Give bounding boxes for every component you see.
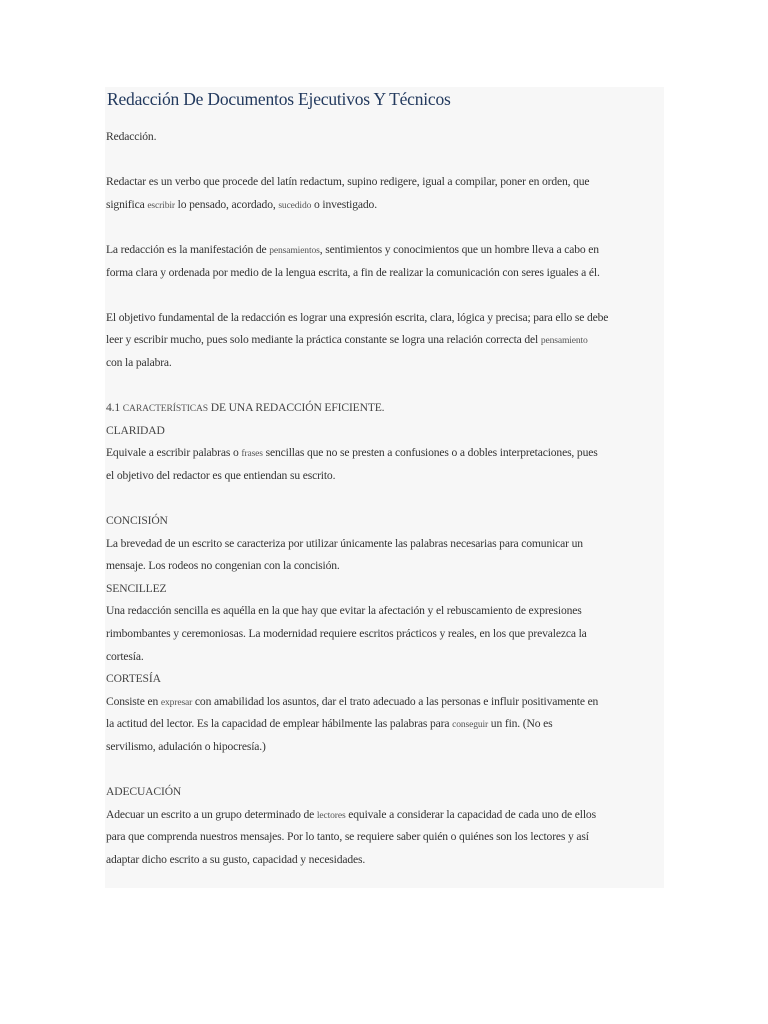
link-escribir[interactable]: escribir — [147, 199, 175, 211]
sencillez-heading: SENCILLEZ — [106, 581, 167, 595]
claridad-text-b: sencillas que no se presten a confusiones o a dobles interpretaciones, pues — [262, 446, 598, 460]
page-title: Redacción De Documentos Ejecutivos Y Técnicos — [107, 89, 451, 109]
adecuacion-text-b: equivale a considerar la capacidad de cada uno de ellos — [345, 807, 596, 821]
concision-heading: CONCISIÓN — [106, 514, 168, 528]
cortesia-text-a: Consiste en — [106, 694, 161, 708]
sencillez-line3: cortesía. — [106, 649, 144, 663]
p3-line3: con la palabra. — [106, 355, 172, 369]
claridad-line2: el objetivo del redactor es que entiendan su escrito. — [106, 468, 336, 482]
adecuacion-text-a: Adecuar un escrito a un grupo determinado de — [106, 807, 317, 821]
section-number: 4.1 — [106, 401, 123, 415]
link-caracteristicas[interactable]: CARACTERÍSTICAS — [122, 403, 208, 415]
p1-text-b: lo pensado, acordado, — [174, 197, 279, 211]
article-body — [106, 126, 666, 872]
redaccion-label: Redacción. — [106, 130, 157, 143]
adecuacion-heading: ADECUACIÓN — [106, 785, 182, 799]
link-pensamiento[interactable]: pensamiento — [540, 335, 588, 347]
cortesia-text-d: un fin. (No es — [488, 717, 553, 731]
adecuacion-line3: adaptar dicho escrito a su gusto, capacidad y necesidades. — [106, 853, 366, 866]
p2-text-b: , sentimientos y conocimientos que un hombre lleva a cabo en — [319, 242, 599, 256]
adecuacion-line2: para que comprenda nuestros mensajes. Por lo tanto, se requiere saber quién o quiénes son los lectores y así — [106, 830, 589, 844]
concision-line1: La brevedad de un escrito se caracteriza por utilizar únicamente las palabras necesarias para comunicar un — [106, 536, 583, 550]
link-expresar[interactable]: expresar — [160, 696, 193, 708]
p2-line1 — [106, 239, 666, 262]
section-heading — [106, 397, 666, 420]
adecuacion-line1 — [106, 804, 666, 827]
cortesia-line1 — [106, 691, 666, 714]
p3-line2 — [106, 329, 666, 352]
p1-line1: Redactar es un verbo que procede del latín redactum, supino redigere, igual a compilar, poner en orden, que — [106, 175, 590, 189]
cortesia-line2 — [106, 713, 666, 736]
claridad-heading: CLARIDAD — [106, 423, 165, 437]
link-frases[interactable]: frases — [241, 448, 263, 460]
cortesia-line3: servilismo, adulación o hipocresía.) — [106, 740, 266, 754]
p3-text-a: leer y escribir mucho, pues solo mediante la práctica constante se logra una relación correcta del — [106, 333, 541, 347]
cortesia-text-c: la actitud del lector. Es la capacidad de emplear hábilmente las palabras para — [106, 717, 453, 731]
p1-text-c: o investigado. — [311, 197, 377, 211]
p1-line2 — [106, 194, 666, 217]
section-rest: DE UNA REDACCIÓN EFICIENTE. — [207, 401, 385, 415]
concision-line2: mensaje. Los rodeos no congenian con la concisión. — [106, 559, 340, 573]
claridad-line1 — [106, 442, 666, 465]
link-sucedido[interactable]: sucedido — [278, 199, 312, 211]
sencillez-line2: rimbombantes y ceremoniosas. La modernidad requiere escritos prácticos y reales, en los que prevalezca la — [106, 627, 587, 641]
link-lectores[interactable]: lectores — [316, 809, 346, 821]
p2-text-a: La redacción es la manifestación de — [106, 242, 270, 256]
p1-text-a: significa — [106, 197, 148, 211]
cortesia-text-b: con amabilidad los asuntos, dar el trato adecuado a las personas e influir positivamente en — [192, 694, 599, 708]
link-conseguir[interactable]: conseguir — [452, 719, 489, 731]
link-pensamientos[interactable]: pensamientos — [269, 244, 320, 256]
sencillez-line1: Una redacción sencilla es aquélla en la que hay que evitar la afectación y el rebuscamiento de expresiones — [106, 604, 582, 618]
claridad-text-a: Equivale a escribir palabras o — [106, 446, 242, 460]
cortesia-heading: CORTESÍA — [106, 672, 161, 686]
p2-line2: forma clara y ordenada por medio de la lengua escrita, a fin de realizar la comunicación con seres iguales a él. — [106, 265, 600, 279]
p3-line1: El objetivo fundamental de la redacción es lograr una expresión escrita, clara, lógica y precisa; para ello se debe — [106, 310, 609, 324]
